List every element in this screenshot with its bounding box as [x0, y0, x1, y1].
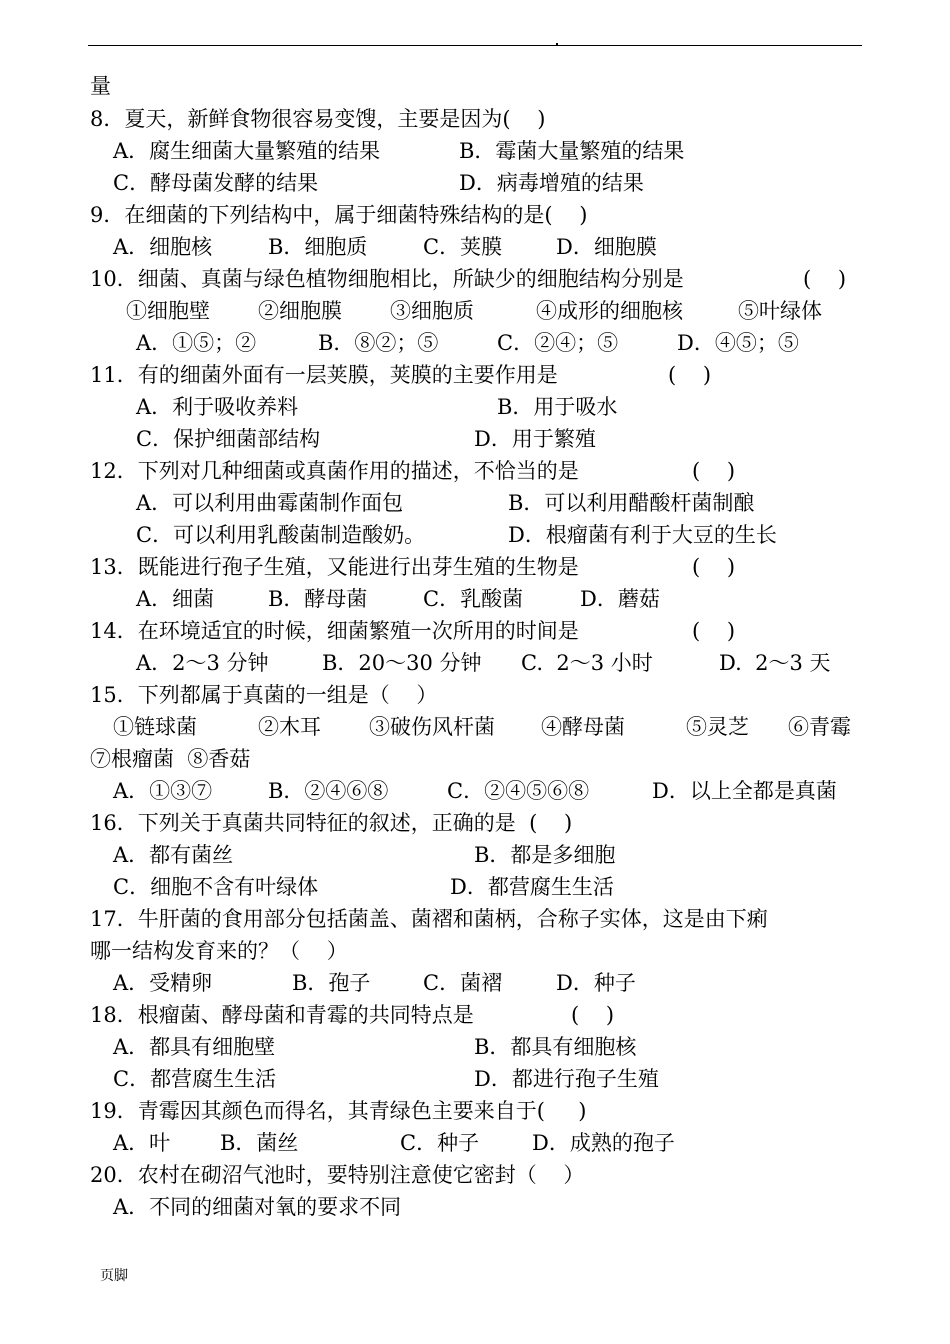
text-line: B．酵母菌	[268, 587, 368, 611]
text-line: ⑤叶绿体	[738, 299, 822, 323]
text-line: C．可以利用乳酸菌制造酸奶。	[136, 523, 426, 547]
text-line: A．不同的细菌对氧的要求不同	[113, 1195, 402, 1219]
text-line: ④成形的细胞核	[536, 299, 683, 323]
text-line: D．都进行孢子生殖	[474, 1067, 659, 1091]
text-line: D. 2～3 天	[719, 651, 831, 675]
text-line: D．病毒增殖的结果	[459, 171, 644, 195]
text-line: C．都营腐生生活	[113, 1067, 277, 1091]
text-line: C．细胞不含有叶绿体	[113, 875, 319, 899]
text-line: 18．根瘤菌、酵母菌和青霉的共同特点是	[90, 1003, 474, 1027]
text-line: 10．细菌、真菌与绿色植物细胞相比，所缺少的细胞结构分别是	[90, 267, 684, 291]
text-line: A．都有菌丝	[113, 843, 234, 867]
text-line: C．②④⑤⑥⑧	[447, 779, 590, 803]
text-line: 12．下列对几种细菌或真菌作用的描述，不恰当的是	[90, 459, 579, 483]
text-line: B．⑧②；⑤	[318, 331, 439, 355]
text-line: ( )	[692, 459, 736, 483]
text-line: ④酵母菌	[541, 715, 625, 739]
text-line: ( )	[692, 555, 736, 579]
text-line: D．④⑤；⑤	[677, 331, 799, 355]
text-line: 20．农村在砌沼气池时，要特别注意使它密封（ ）	[90, 1163, 585, 1187]
text-line: 14．在环境适宜的时候，细菌繁殖一次所用的时间是	[90, 619, 579, 643]
text-line: C．保护细菌部结构	[136, 427, 321, 451]
page-footer: 页脚	[100, 1268, 128, 1284]
text-line: A．①③⑦	[113, 779, 213, 803]
text-line: B．②④⑥⑧	[268, 779, 389, 803]
text-line: D．都营腐生生活	[450, 875, 614, 899]
text-line: 量	[90, 74, 111, 98]
text-line: C. 2～3 小时	[521, 651, 653, 675]
text-line: C．②④；⑤	[497, 331, 619, 355]
text-line: ③破伤风杆菌	[369, 715, 495, 739]
text-line: D．成熟的孢子	[532, 1131, 675, 1155]
text-line: A．腐生细菌大量繁殖的结果	[113, 139, 381, 163]
text-line: A．细胞核	[113, 235, 213, 259]
text-line: A．可以利用曲霉菌制作面包	[136, 491, 404, 515]
text-line: D．蘑菇	[580, 587, 660, 611]
text-line: D．种子	[556, 971, 636, 995]
text-line: 8．夏天，新鲜食物很容易变馊，主要是因为( )	[90, 107, 546, 131]
text-line: 16．下列关于真菌共同特征的叙述，正确的是 ( )	[90, 811, 573, 835]
text-line: 哪一结构发育来的？（ ）	[90, 939, 348, 963]
text-line: A．2～3 分钟	[136, 651, 269, 675]
text-line: 13．既能进行孢子生殖，又能进行出芽生殖的生物是	[90, 555, 579, 579]
text-line: C．酵母菌发酵的结果	[113, 171, 319, 195]
text-line: ( )	[803, 267, 847, 291]
text-line: A．利于吸收养料	[136, 395, 299, 419]
text-line: B．可以利用醋酸杆菌制酿	[508, 491, 755, 515]
text-line: B．都是多细胞	[474, 843, 616, 867]
text-line: ⑤灵芝	[686, 715, 749, 739]
text-line: D．细胞膜	[556, 235, 657, 259]
text-line: A．①⑤；②	[136, 331, 257, 355]
text-line: ⑥青霉	[788, 715, 851, 739]
text-line: A．叶	[113, 1131, 171, 1155]
text-line: A．细菌	[136, 587, 215, 611]
text-line: A．都具有细胞壁	[113, 1035, 276, 1059]
text-line: B．用于吸水	[497, 395, 618, 419]
header-dot	[556, 43, 558, 45]
text-line: D．根瘤菌有利于大豆的生长	[508, 523, 777, 547]
text-line: C．乳酸菌	[423, 587, 524, 611]
text-line: ⑦根瘤菌 ⑧香菇	[90, 747, 251, 771]
text-line: ( )	[692, 619, 736, 643]
text-line: 9．在细菌的下列结构中，属于细菌特殊结构的是( )	[90, 203, 588, 227]
text-line: ( )	[571, 1003, 615, 1027]
text-line: B．都具有细胞核	[474, 1035, 637, 1059]
text-line: D．以上全都是真菌	[652, 779, 837, 803]
text-line: D．用于繁殖	[474, 427, 596, 451]
text-line: ①细胞壁	[126, 299, 210, 323]
text-line: A．受精卵	[113, 971, 213, 995]
text-line: C．种子	[400, 1131, 480, 1155]
text-line: B．孢子	[292, 971, 371, 995]
text-line: ( )	[668, 363, 712, 387]
text-line: ③细胞质	[390, 299, 474, 323]
text-line: 19．青霉因其颜色而得名，其青绿色主要来自于( )	[90, 1099, 587, 1123]
text-line: B．细胞质	[268, 235, 368, 259]
text-line: B．20～30 分钟	[322, 651, 482, 675]
header-rule	[88, 45, 862, 46]
text-line: B．菌丝	[220, 1131, 299, 1155]
text-line: 17．牛肝菌的食用部分包括菌盖、菌褶和菌柄，合称子实体，这是由下痢	[90, 907, 768, 931]
text-line: ②木耳	[258, 715, 321, 739]
text-line: C．荚膜	[423, 235, 503, 259]
text-line: 11．有的细菌外面有一层荚膜，荚膜的主要作用是	[90, 363, 558, 387]
text-line: 15．下列都属于真菌的一组是（ ）	[90, 683, 438, 707]
text-line: ②细胞膜	[258, 299, 342, 323]
text-line: B．霉菌大量繁殖的结果	[459, 139, 685, 163]
text-line: C．菌褶	[423, 971, 503, 995]
text-line: ①链球菌	[113, 715, 197, 739]
